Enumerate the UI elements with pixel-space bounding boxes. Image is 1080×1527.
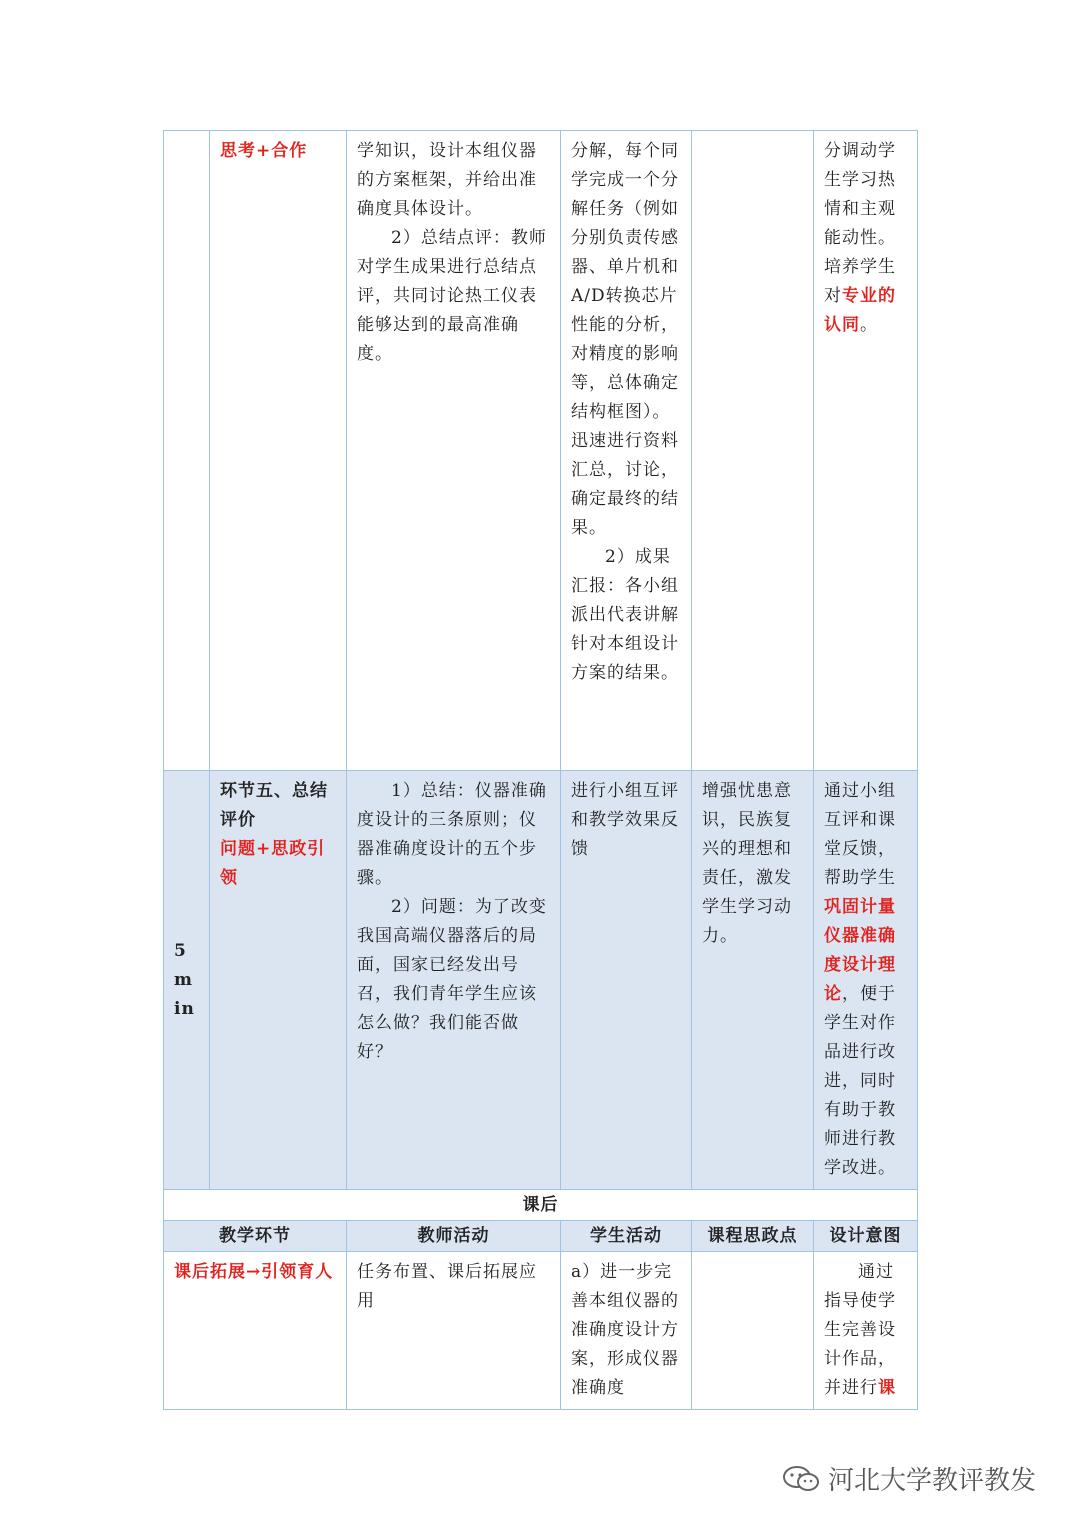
stage-method: 思考+合作 xyxy=(220,141,308,161)
student-activity-text: 2）成果汇报：各小组派出代表讲解针对本组设计方案的结果。 xyxy=(571,547,679,683)
table-row xyxy=(164,1252,918,1410)
design-intent-highlight: 专业的认同 xyxy=(824,286,896,335)
stage-method: 问题+思政引领 xyxy=(220,839,326,888)
teacher-activity-text: 2）问题：为了改变我国高端仪器落后的局面，国家已经发出号召，我们青年学生应该怎么做？我们能否做好？ xyxy=(357,897,547,1062)
header-teacher: 教师活动 xyxy=(347,1221,561,1252)
teacher-activity-text: 2）总结点评：教师对学生成果进行总结点评，共同讨论热工仪表能够达到的最高准确度。 xyxy=(357,228,547,364)
watermark xyxy=(782,1460,1036,1497)
teacher-activity-text: 学知识，设计本组仪器的方案框架，并给出准确度具体设计。 xyxy=(357,141,537,219)
section-title: 课后 xyxy=(164,1190,918,1221)
student-activity-cell: a）进一步完善本组仪器的准确度设计方案，形成仪器准确度 xyxy=(561,1252,692,1410)
header-stage: 教学环节 xyxy=(164,1221,347,1252)
time-cell xyxy=(164,131,210,771)
ideology-point-cell xyxy=(692,131,814,771)
time-cell: 5min xyxy=(164,771,210,1190)
student-activity-cell: 进行小组互评和教学效果反馈 xyxy=(561,771,692,1190)
design-intent-text: 通过小组互评和课堂反馈，帮助学生 xyxy=(824,781,896,888)
design-intent-text: 分调动学生学习热情和主观能动性。培养学生对 xyxy=(824,141,896,306)
wechat-icon xyxy=(782,1464,822,1494)
design-intent-text: 通过指导使学生完善设计作品，并进行 xyxy=(824,1262,896,1398)
lesson-plan-table xyxy=(163,130,918,1410)
design-intent-highlight: 巩固计量仪器准确度设计理论 xyxy=(824,897,896,1004)
section-row xyxy=(164,1190,918,1221)
design-intent-cell xyxy=(814,771,918,1190)
teacher-activity-cell xyxy=(347,771,561,1190)
stage-cell xyxy=(164,1252,347,1410)
header-student: 学生活动 xyxy=(561,1221,692,1252)
teacher-activity-cell xyxy=(347,131,561,771)
header-row xyxy=(164,1221,918,1252)
teacher-activity-text: 1）总结：仪器准确度设计的三条原则；仪器准确度设计的五个步骤。 xyxy=(357,781,547,888)
table-row xyxy=(164,131,918,771)
student-activity-cell xyxy=(561,131,692,771)
stage-method: 课后拓展→引领育人 xyxy=(174,1262,334,1282)
header-intent: 设计意图 xyxy=(814,1221,918,1252)
stage-cell xyxy=(210,131,347,771)
teacher-activity-cell: 任务布置、课后拓展应用 xyxy=(347,1252,561,1410)
design-intent-cell xyxy=(814,131,918,771)
design-intent-cell xyxy=(814,1252,918,1410)
stage-cell xyxy=(210,771,347,1190)
header-ideology: 课程思政点 xyxy=(692,1221,814,1252)
table-row xyxy=(164,771,918,1190)
ideology-point-cell xyxy=(692,1252,814,1410)
watermark-text: 河北大学教评教发 xyxy=(828,1466,1037,1496)
student-activity-text: 分解，每个同学完成一个分解任务（例如分别负责传感器、单片机和A/D转换芯片性能的分析，对精度的影响等，总体确定结构框图）。迅速进行资料汇总，讨论，确定最终的结果。 xyxy=(571,141,679,538)
ideology-point-cell: 增强忧患意识，民族复兴的理想和责任，激发学生学习动力。 xyxy=(692,771,814,1190)
stage-title: 环节五、总结评价 xyxy=(220,781,328,830)
design-intent-text: ，便于学生对作品进行改进，同时有助于教师进行教学改进。 xyxy=(824,984,896,1178)
design-intent-highlight: 课 xyxy=(878,1378,896,1398)
design-intent-text: 。 xyxy=(860,315,878,335)
